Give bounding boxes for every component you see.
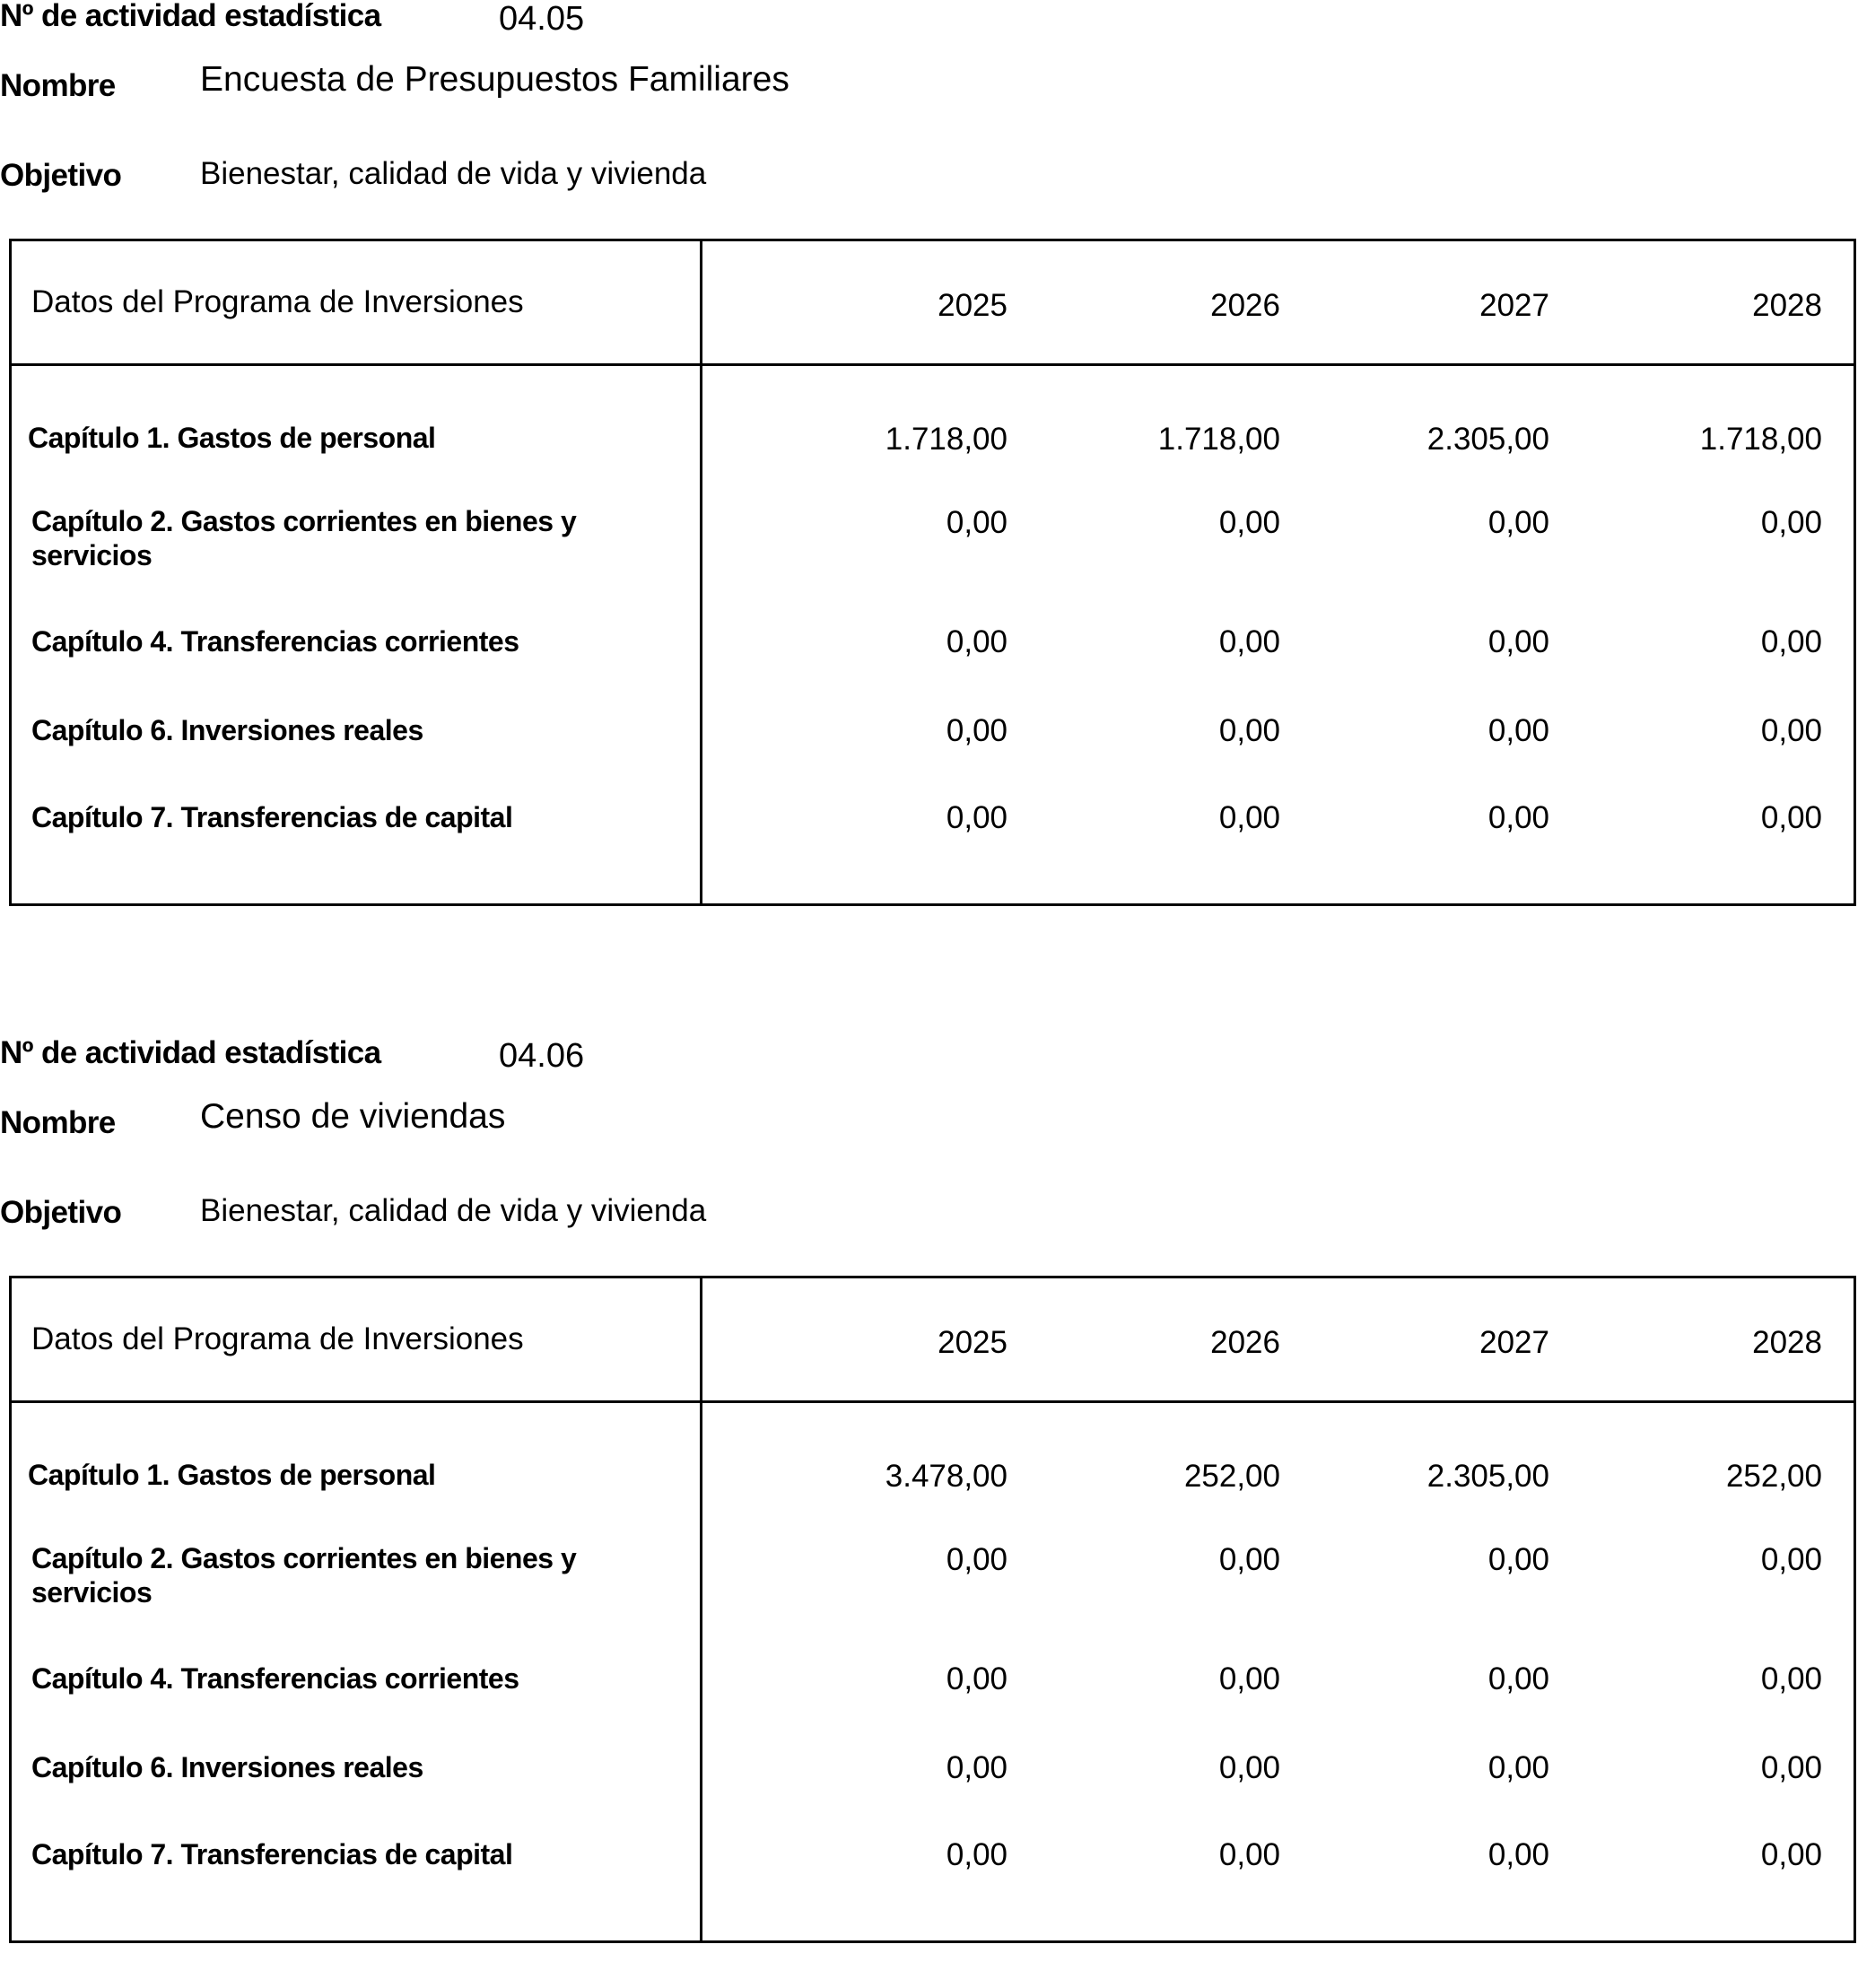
- table-cell: 0,00: [946, 713, 1008, 748]
- year-header-2025: 2025: [938, 1325, 1008, 1360]
- table-cell: 1.718,00: [1157, 422, 1280, 457]
- objetivo-label: Objetivo: [0, 1195, 122, 1230]
- table-cell: 0,00: [1760, 800, 1822, 835]
- table-cell: 0,00: [1487, 1750, 1549, 1785]
- table-cell: 0,00: [1760, 624, 1822, 659]
- table-cell: 0,00: [1760, 1542, 1822, 1577]
- table-cell: 0,00: [1760, 505, 1822, 540]
- table-cell: 252,00: [1725, 1459, 1822, 1494]
- year-header-2027: 2027: [1479, 288, 1549, 323]
- table-cell: 0,00: [1487, 1661, 1549, 1696]
- table-header-label: Datos del Programa de Inversiones: [31, 1321, 524, 1356]
- nombre-value: Censo de viviendas: [200, 1097, 506, 1136]
- table-cell: 0,00: [946, 624, 1008, 659]
- table-cell: 0,00: [1218, 1750, 1280, 1785]
- table-cell: 0,00: [1218, 1542, 1280, 1577]
- row-label-capitulo-6: Capítulo 6. Inversiones reales: [31, 1751, 423, 1783]
- table-cell: 0,00: [946, 505, 1008, 540]
- activity-number-label: Nº de actividad estadística: [0, 1035, 381, 1070]
- objetivo-value: Bienestar, calidad de vida y vivienda: [200, 156, 707, 191]
- row-label-capitulo-7: Capítulo 7. Transferencias de capital: [31, 1838, 513, 1870]
- nombre-label: Nombre: [0, 1105, 116, 1140]
- table-cell: 0,00: [1487, 1542, 1549, 1577]
- row-label-capitulo-2: Capítulo 2. Gastos corrientes en bienes y servicios: [31, 505, 577, 571]
- activity-section: [0, 1037, 1858, 1988]
- row-label-capitulo-1: Capítulo 1. Gastos de personal: [28, 1459, 436, 1491]
- table-cell: 0,00: [1218, 624, 1280, 659]
- investment-table: [9, 239, 1856, 906]
- table-cell: 0,00: [1218, 713, 1280, 748]
- nombre-label: Nombre: [0, 68, 116, 103]
- activity-section: [0, 0, 1858, 951]
- table-cell: 0,00: [1218, 505, 1280, 540]
- year-header-2028: 2028: [1752, 288, 1822, 323]
- column-divider: [700, 1278, 702, 1940]
- header-divider: [12, 1400, 1854, 1403]
- table-cell: 0,00: [1218, 1837, 1280, 1872]
- activity-number-value: 04.06: [499, 1037, 585, 1075]
- table-cell: 0,00: [1760, 1837, 1822, 1872]
- year-header-2026: 2026: [1210, 1325, 1280, 1360]
- table-cell: 0,00: [946, 1542, 1008, 1577]
- table-cell: 0,00: [946, 800, 1008, 835]
- table-cell: 0,00: [1487, 800, 1549, 835]
- activity-number-label: Nº de actividad estadística: [0, 0, 381, 33]
- table-cell: 0,00: [1487, 1837, 1549, 1872]
- activity-number-value: 04.05: [499, 0, 585, 38]
- table-cell: 0,00: [1487, 713, 1549, 748]
- row-label-capitulo-1: Capítulo 1. Gastos de personal: [28, 422, 436, 454]
- year-header-2028: 2028: [1752, 1325, 1822, 1360]
- nombre-value: Encuesta de Presupuestos Familiares: [200, 60, 789, 99]
- year-header-2027: 2027: [1479, 1325, 1549, 1360]
- header-divider: [12, 363, 1854, 366]
- row-label-capitulo-7: Capítulo 7. Transferencias de capital: [31, 801, 513, 833]
- row-label-capitulo-4: Capítulo 4. Transferencias corrientes: [31, 625, 519, 658]
- table-cell: 0,00: [1487, 505, 1549, 540]
- table-header-label: Datos del Programa de Inversiones: [31, 284, 524, 319]
- objetivo-label: Objetivo: [0, 158, 122, 193]
- table-cell: 2.305,00: [1426, 422, 1549, 457]
- table-cell: 1.718,00: [1699, 422, 1822, 457]
- row-label-capitulo-4: Capítulo 4. Transferencias corrientes: [31, 1662, 519, 1695]
- year-header-2026: 2026: [1210, 288, 1280, 323]
- table-cell: 0,00: [946, 1837, 1008, 1872]
- table-cell: 252,00: [1183, 1459, 1280, 1494]
- table-cell: 0,00: [946, 1750, 1008, 1785]
- table-cell: 0,00: [1487, 624, 1549, 659]
- table-cell: 3.478,00: [885, 1459, 1008, 1494]
- year-header-2025: 2025: [938, 288, 1008, 323]
- table-cell: 0,00: [1218, 800, 1280, 835]
- table-cell: 0,00: [1760, 713, 1822, 748]
- table-cell: 0,00: [1760, 1661, 1822, 1696]
- row-label-capitulo-6: Capítulo 6. Inversiones reales: [31, 714, 423, 746]
- table-cell: 0,00: [946, 1661, 1008, 1696]
- objetivo-value: Bienestar, calidad de vida y vivienda: [200, 1193, 707, 1228]
- table-cell: 2.305,00: [1426, 1459, 1549, 1494]
- table-cell: 1.718,00: [885, 422, 1008, 457]
- column-divider: [700, 241, 702, 903]
- table-cell: 0,00: [1218, 1661, 1280, 1696]
- investment-table: [9, 1276, 1856, 1943]
- row-label-capitulo-2: Capítulo 2. Gastos corrientes en bienes y servicios: [31, 1542, 577, 1609]
- table-cell: 0,00: [1760, 1750, 1822, 1785]
